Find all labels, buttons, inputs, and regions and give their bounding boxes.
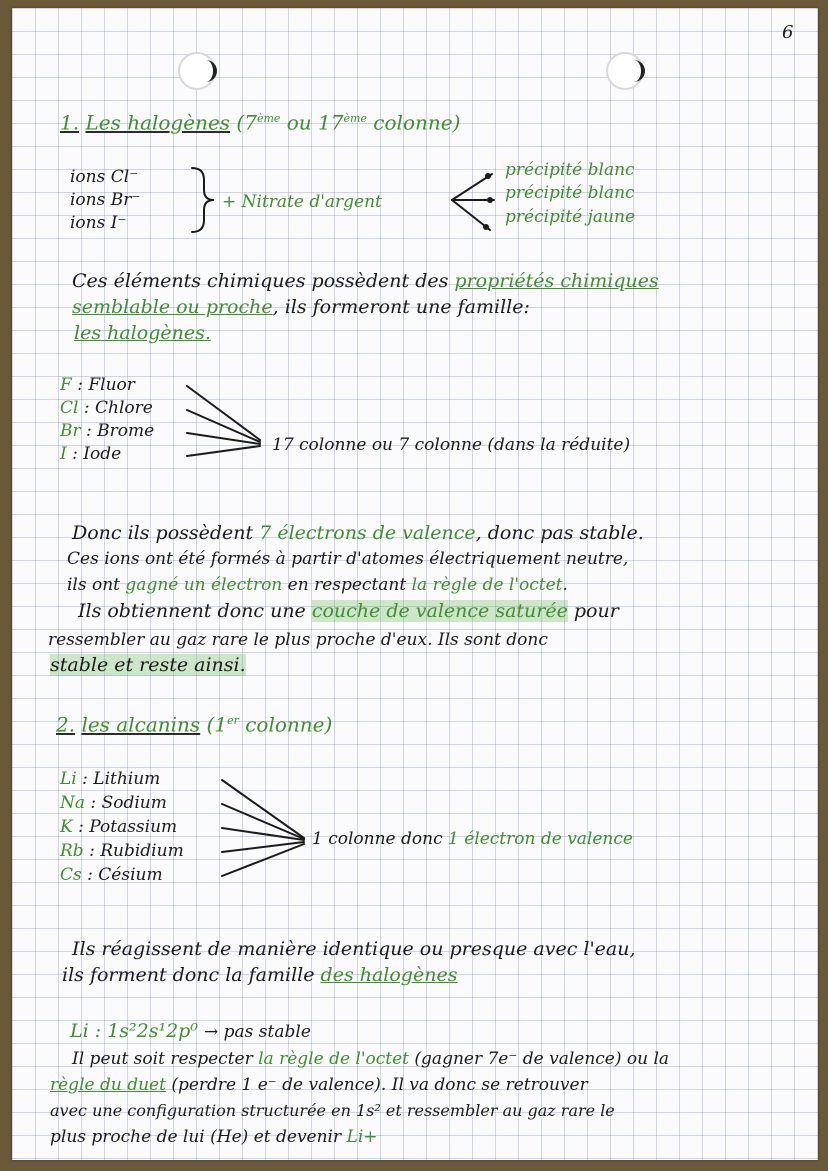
section1-title: 1. Les halogènes (7ème ou 17ème colonne) [60,110,461,135]
halogen-arrow-br [187,433,260,444]
halogen-row-br: Br : Brome [60,421,155,441]
halogen-arrow-i [187,446,260,456]
para4-line3: avec une configuration structurée en 1s² et ressembler au gaz rare le [50,1101,615,1120]
para4-line1: Il peut soit respecter la règle de l'octet (gagner 7e⁻ de valence) ou la [72,1049,670,1069]
ion-iodide: ions I⁻ [70,213,127,233]
alkali-row-na: Na : Sodium [60,793,167,813]
alkali-row-rb: Rb : Rubidium [60,841,184,861]
result-chloride: précipité blanc [505,160,635,180]
alkali-arrow-rb [222,842,304,852]
alkali-row-k: K : Potassium [60,817,178,837]
halogen-arrow-cl [187,410,260,442]
halogen-row-f: F : Fluor [60,375,135,395]
diagram-strokes [12,8,818,1160]
ion-chloride: ions Cl⁻ [70,167,139,187]
result-dot-2 [487,197,493,203]
para2-line4: Ils obtiennent donc une couche de valence saturée pour [78,600,619,622]
para3-line1: Ils réagissent de manière identique ou presque avec l'eau, [72,938,636,960]
para1-line1: Ces éléments chimiques possèdent des propriétés chimiques [72,270,659,292]
para2-line3: ils ont gagné un électron en respectant la règle de l'octet. [67,575,568,595]
para2-line6: stable et reste ainsi. [50,654,246,676]
li-configuration: Li : 1s²2s¹2p⁰ → pas stable [70,1020,311,1042]
para3-line2: ils forment donc la famille des halogènes [62,964,458,986]
page-number: 6 [782,22,794,43]
result-iodide: précipité jaune [505,207,636,227]
para4-line2: règle du duet (perdre 1 e⁻ de valence). Il va donc se retrouver [50,1075,588,1095]
result-dot-3 [483,224,489,230]
result-bromide: précipité blanc [505,183,635,203]
halogen-arrow-f [187,386,260,440]
para2-line2: Ces ions ont été formés à partir d'atomes électriquement neutre, [67,549,629,569]
para1-line2: semblable ou proche, ils formeront une famille: [72,296,530,318]
halogen-row-cl: Cl : Chlore [60,398,153,418]
alkali-row-li: Li : Lithium [60,769,161,789]
ion-bromide: ions Br⁻ [70,190,141,210]
halogen-row-i: I : Iode [60,444,122,464]
ions-brace [192,168,214,232]
result-dot-1 [485,173,491,179]
para2-line5: ressembler au gaz rare le plus proche d'eux. Ils sont donc [48,630,548,650]
alkali-row-cs: Cs : Césium [60,865,163,885]
reagent-label: + Nitrate d'argent [222,192,382,212]
halogen-column-note: 17 colonne ou 7 colonne (dans la réduite) [272,435,631,455]
alkali-column-note: 1 colonne donc 1 électron de valence [312,829,633,849]
section2-title: 2. les alcanins (1er colonne) [56,712,333,737]
para2-line1: Donc ils possèdent 7 électrons de valence, donc pas stable. [72,522,644,544]
notebook-page [12,8,818,1160]
para1-line3: les halogènes. [74,322,211,344]
para4-line4: plus proche de lui (He) et devenir Li+ [50,1127,378,1147]
alkali-arrow-cs [222,844,304,876]
